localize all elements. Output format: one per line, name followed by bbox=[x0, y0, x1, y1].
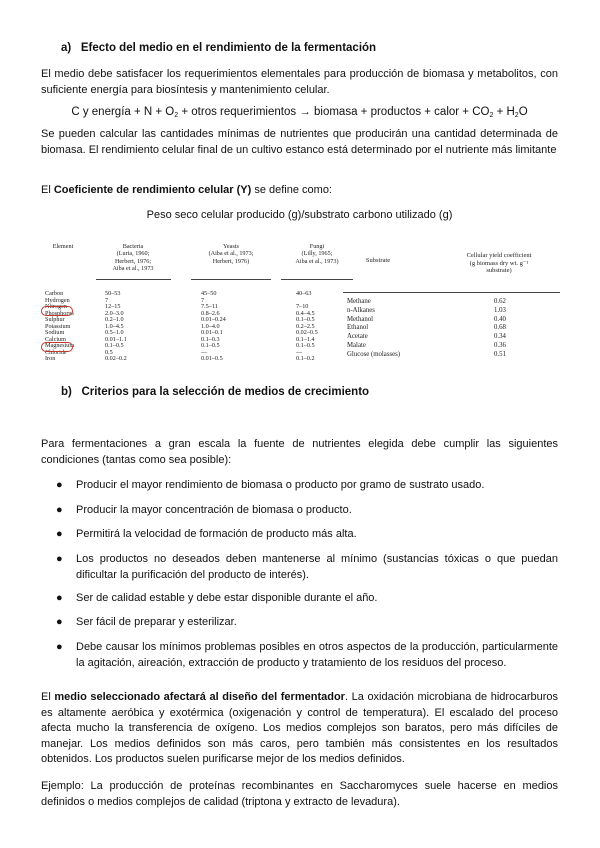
cell-substrate: Acetate bbox=[347, 333, 368, 341]
section-a-prefix: a) bbox=[61, 42, 72, 54]
cell-bacteria: 0.1–0.5 bbox=[105, 342, 124, 349]
cell-yeasts: 0.8–2.6 bbox=[201, 309, 220, 317]
cell-yeasts: 0.01–0.5 bbox=[201, 355, 223, 362]
cell-substrate: n-Alkanes bbox=[347, 306, 375, 314]
cell-element: Nitrogen bbox=[45, 303, 67, 310]
cell-fungi: 40–63 bbox=[296, 290, 312, 297]
fermenter-design-term: medio seleccionado afectará al diseño del fermentador bbox=[54, 691, 345, 703]
table-row bbox=[343, 350, 560, 360]
cell-yeasts: 45–50 bbox=[201, 290, 217, 297]
cell-element: Sulphur bbox=[45, 316, 65, 323]
cell-element: Sodium bbox=[45, 329, 65, 336]
paragraph-medium-requirements: El medio debe satisfacer los requerimientos elementales para producción de biomasa y metabolitos, con suficiente energía para biosíntesis y mantenimiento celular. bbox=[41, 68, 558, 96]
cell-element: Calcium bbox=[45, 335, 66, 343]
col-header-yield: Cellular yield coefficient (g biomass dry wt. g⁻¹ substrate) bbox=[466, 252, 532, 274]
cell-fungi: 7–10 bbox=[296, 303, 309, 310]
cell-element: Iron bbox=[45, 355, 56, 362]
cell-value: 0.40 bbox=[494, 315, 506, 323]
cell-yeasts: 0.01–0.1 bbox=[201, 329, 223, 336]
paragraph-nutrient-calculation: Se pueden calcular las cantidades mínimas de nutrientes que producirán una cantidad determinada de biomasa. El rendimiento celular final de un cultivo estanco está determinado por el nutriente más limitante bbox=[41, 128, 558, 156]
section-a-title: Efecto del medio en el rendimiento de la fermentación bbox=[80, 42, 377, 54]
elemental-composition-table bbox=[41, 243, 363, 362]
cell-fungi: 0.1–1.4 bbox=[296, 335, 315, 343]
cell-fungi: 0.1–0.2 bbox=[296, 355, 315, 362]
cell-value: 0.68 bbox=[494, 324, 506, 332]
cell-element: Carbon bbox=[45, 290, 64, 297]
paragraph-yield-coefficient: El Coeficiente de rendimiento celular (Y) se define como: bbox=[41, 184, 332, 196]
col-header-fungi: Fungi (Lilly, 1965; Aiba et al., 1973) bbox=[295, 243, 339, 265]
cell-element: Hydrogen bbox=[45, 296, 70, 304]
section-b-title: Criterios para la selección de medios de crecimiento bbox=[81, 386, 370, 398]
paragraph-example: Ejemplo: La producción de proteínas recombinantes en Saccharomyces suele hacerse en medios definidos o medios complejos de calidad (triptona y extracto de levadura). bbox=[41, 780, 558, 808]
cell-value: 0.51 bbox=[494, 350, 506, 358]
cell-fungi: 0.1–0.5 bbox=[296, 316, 315, 323]
col-header-bacteria: Bacteria (Luria, 1960; Herbert, 1976; Aiba et al., 1973 bbox=[112, 243, 154, 272]
col-header-element: Element bbox=[52, 243, 74, 250]
header-rule bbox=[96, 279, 171, 280]
nitrogen-highlight-circle bbox=[41, 306, 73, 316]
yield-coefficient-term: Coeficiente de rendimiento celular (Y) bbox=[53, 184, 252, 196]
col-header-substrate: Substrate bbox=[365, 257, 391, 264]
yield-coefficient-table bbox=[343, 252, 560, 358]
cell-bacteria: 1.0–4.5 bbox=[105, 322, 124, 330]
cell-substrate: Glucose (molasses) bbox=[347, 350, 401, 358]
cell-bacteria: 2.0–3.0 bbox=[105, 309, 124, 317]
section-a-heading bbox=[61, 42, 376, 54]
cell-fungi: 0.1–0.5 bbox=[296, 342, 315, 349]
cell-substrate: Malate bbox=[347, 342, 366, 349]
cell-element: Chloride bbox=[45, 348, 67, 356]
paragraph-fermenter-design: El medio seleccionado afectará al diseño del fermentador. La oxidación microbiana de hidrocarburos es altamente aeróbica y exotérmica (oxigenación y control de temperatura). El escalado del proceso afecta mucho la transferencia de oxígeno. Los medios complejos son baratos, pero más difíciles de manejar. Los medios definidos son más caros, pero también más consistentes en los resultados obtenidos. Los productos suelen purificarse mejor de los medios definidos. bbox=[41, 691, 558, 765]
header-rule bbox=[191, 279, 271, 280]
col-header-yeasts: Yeasts (Aiba et al., 1973; Herbert, 1976) bbox=[208, 243, 254, 265]
document-page: a) Efecto del medio en el rendimiento de la fermentación El medio debe satisfacer los requerimientos elementales para producción de biomasa y metabolitos, con suficiente energía para biosíntesis y mantenimiento celular. C y energía + $N + O_2$ + otros requerimientos → biomasa + productos + calor + $CO_2 + H_2O$ Se pueden calcular las cantidades mínimas de nutrientes que producirán una cantidad determinada de biomasa. El rendimiento celular final de un cultivo estanco está determinado por el nutriente más limitante El Coeficiente de rendimiento celular (Y) se define como: Peso seco celular producido (g)/substrato carbono utilizado (g) Element Bacteria (Luria, 1960; Herbert, 1976; Aiba et al., 1973 Yeasts (Aiba et al., 1973; Herbert, 1976) Fungi (Lilly, 1965; Aiba et al., 1973) Carbon 50–53 45–50 40–63 Hydrogen 7 7 Nitrogen 12–15 7.5–11 7–10 Phosphorus 2.0–3.0 0.8–2.6 0.4–4.5 Sulphur 0.2–1.0 0.01–0.24 0.1–0.5 Potassium 1.0–4.5 1.0–4.0 0.2–2.5 Sodium 0.5–1.0 0.01–0.1 0.02–0.5 Calcium 0.01–1.1 0.1–0.3 0.1–1.4 Magnesium 0.1–0.5 0.1–0.5 0.1–0.5 Chloride 0.5 — — Iron 0.02–0.2 0.01–0.5 0.1–0.2 Substrate Cellular yield coefficient (g biomass dry wt. g⁻¹ substrate) Methane 0.62 n-Alkanes 1.03 Methanol 0.40 Ethanol 0.68 Acetate 0.34 Malate 0.36 Glucose (molasses) 0.51 b) Criterios para la selección de medios de crecimiento Para fermentaciones a gran escala la fuente de nutrientes elegida debe cumplir las siguientes condiciones (tantas como sea posible): ● Producir el mayor rendimiento de biomasa o producto por gramo de sustrato usado. ● Producir la mayor concentración de biomasa o producto. ● Permitirá la velocidad de formación de producto más alta. ● Los productos no deseados deben mantenerse al mínimo (sustancias tóxicas o que puedan dificultar la purificación del producto de interés). ● Ser de calidad estable y debe estar disponible durante el año. ● Ser fácil de preparar y esterilizar. ● Debe causar los mínimos problemas posibles en otros aspectos de la producción, particularmente la agitación, aireación, extracción de producto y tratamiento de los residuos del proceso. El medio seleccionado afectará al diseño del fermentador. La oxidación microbiana de hidrocarburos es altamente aeróbica y exotérmica (oxigenación y control de temperatura). El escalado del proceso afecta mucho la transferencia de oxígeno. Los medios complejos son baratos, pero más difíciles de manejar. Los medios definidos son más caros, pero también más consistentes en los resultados obtenidos. Los productos suelen purificarse mejor de los medios definidos. Ejemplo: La producción de proteínas recombinantes en Saccharomyces suele hacerse en medios definidos o medios complejos de calidad (triptona y extracto de levadura). bbox=[0, 0, 600, 848]
paragraph-large-scale-conditions: Para fermentaciones a gran escala la fuente de nutrientes elegida debe cumplir las siguientes condiciones (tantas como sea posible): bbox=[41, 438, 558, 466]
cell-bacteria: 0.2–1.0 bbox=[105, 316, 124, 323]
yield-formula: Peso seco celular producido (g)/substrato carbono utilizado (g) bbox=[146, 209, 453, 221]
section-b-prefix: b) bbox=[61, 386, 72, 398]
section-b-heading bbox=[61, 386, 369, 398]
cell-bacteria: 0.5–1.0 bbox=[105, 329, 124, 336]
cell-yeasts: 7 bbox=[201, 296, 205, 304]
header-rule bbox=[343, 292, 560, 293]
cell-yeasts: 0.1–0.3 bbox=[201, 335, 220, 343]
cell-bacteria: 50–53 bbox=[105, 290, 121, 297]
equation: C y energía + $N + O_2$ + otros requerimientos → biomasa + productos + calor + $CO_2 + H_2O$ bbox=[71, 106, 528, 119]
cell-element: Magnesium bbox=[45, 342, 75, 349]
cell-value: 0.62 bbox=[494, 298, 506, 305]
cell-value: 0.34 bbox=[494, 333, 506, 341]
cell-fungi: — bbox=[296, 348, 303, 356]
cell-element: Potassium bbox=[45, 322, 71, 330]
cell-fungi: 0.2–2.5 bbox=[296, 322, 315, 330]
cell-value: 0.36 bbox=[494, 342, 506, 349]
cell-yeasts: 0.01–0.24 bbox=[201, 316, 226, 323]
cell-bacteria: 12–15 bbox=[105, 303, 121, 310]
cell-substrate: Ethanol bbox=[347, 324, 369, 332]
cell-fungi: 0.02–0.5 bbox=[296, 329, 318, 336]
cell-substrate: Methanol bbox=[347, 315, 374, 323]
cell-element: Phosphorus bbox=[45, 309, 74, 317]
cell-yeasts: — bbox=[201, 348, 208, 356]
cell-bacteria: 0.01–1.1 bbox=[105, 335, 127, 343]
cell-bacteria: 7 bbox=[105, 296, 109, 304]
cell-value: 1.03 bbox=[494, 306, 506, 314]
cell-yeasts: 0.1–0.5 bbox=[201, 342, 220, 349]
cell-yeasts: 1.0–4.0 bbox=[201, 322, 220, 330]
cell-fungi: 0.4–4.5 bbox=[296, 309, 315, 317]
cell-bacteria: 0.02–0.2 bbox=[105, 355, 127, 362]
table-row bbox=[41, 355, 363, 362]
chloride-highlight-circle bbox=[41, 342, 73, 352]
cell-yeasts: 7.5–11 bbox=[201, 303, 218, 310]
cell-bacteria: 0.5 bbox=[105, 348, 113, 356]
cell-substrate: Methane bbox=[347, 298, 371, 305]
